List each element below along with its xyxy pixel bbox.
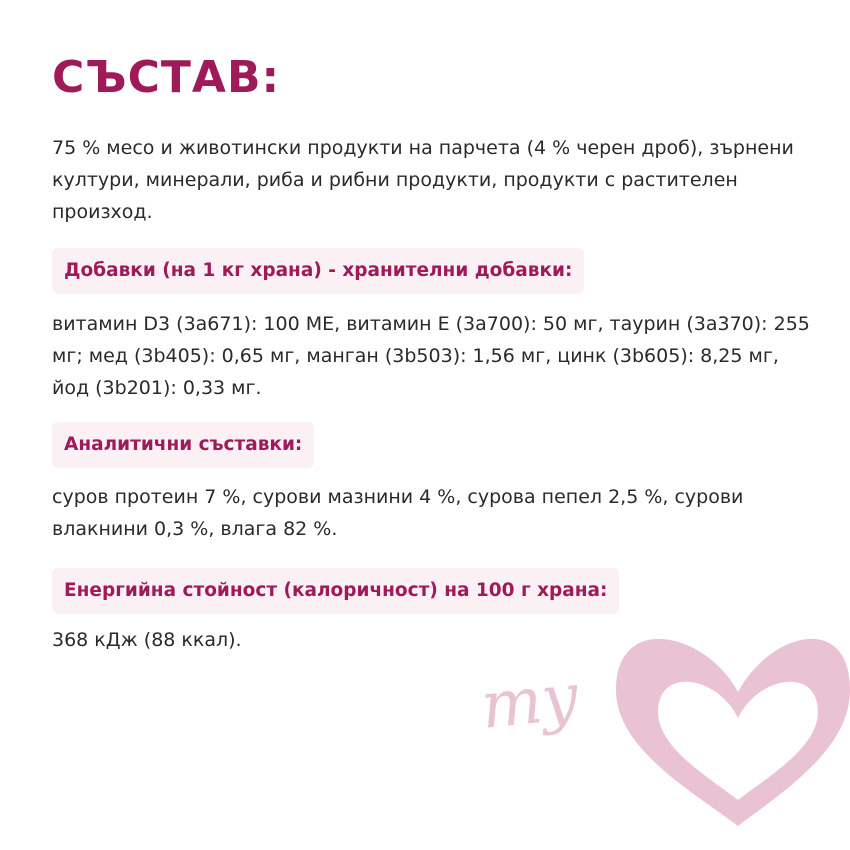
page-title: СЪСТАВ: bbox=[52, 52, 281, 103]
analytical-heading: Аналитични съставки: bbox=[52, 422, 314, 468]
energy-text: 368 кДж (88 ккал). bbox=[52, 629, 242, 651]
composition-text: 75 % месо и животински продукти на парчета (4 % черен дроб), зърнени култури, минерали, риба и рибни продукти, продукти с растителен произход. bbox=[52, 137, 794, 223]
energy-heading: Енергийна стойност (калоричност) на 100 г храна: bbox=[52, 568, 619, 614]
additives-heading: Добавки (на 1 кг храна) - хранителни добавки: bbox=[52, 248, 584, 294]
logo-text: my bbox=[477, 660, 582, 744]
analytical-text: суров протеин 7 %, сурови мазнини 4 %, сурова пепел 2,5 %, сурови влакнини 0,3 %, влага 82 %. bbox=[52, 486, 744, 540]
heart-icon bbox=[616, 639, 850, 826]
additives-text: витамин D3 (3a671): 100 МЕ, витамин Е (3a700): 50 мг, таурин (3a370): 255 мг; мед (3b405): 0,65 мг, манган (3b503): 1,56 мг, цинк (3b605): 8,25 мг, йод (3b201): 0,33 мг. bbox=[52, 313, 810, 399]
